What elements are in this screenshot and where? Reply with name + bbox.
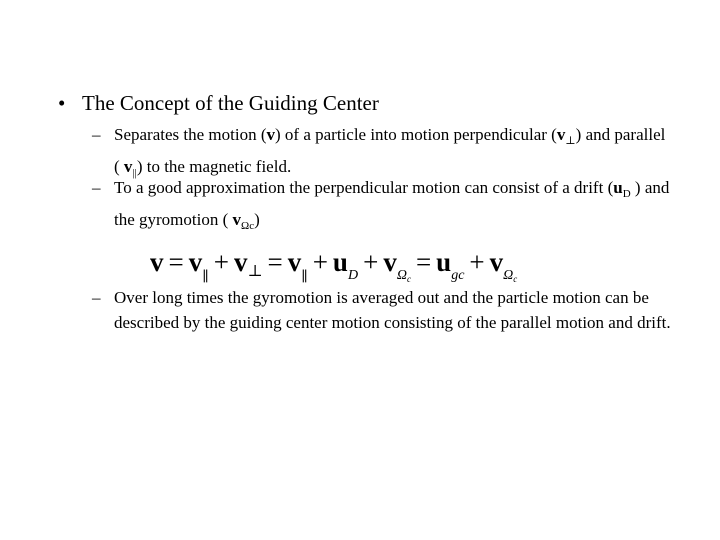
eq-plus: + bbox=[213, 247, 229, 277]
sub-bullet-text: Over long times the gyromotion is averaged out and the particle motion can be described by the guiding center motion consisting of the parallel motion and drift. bbox=[114, 288, 671, 332]
eq-v: v bbox=[287, 247, 302, 277]
bullet-icon: • bbox=[58, 91, 66, 115]
eq-plus: + bbox=[312, 247, 328, 277]
text-fragment: Separates the motion ( bbox=[114, 125, 267, 144]
eq-plus: + bbox=[363, 247, 379, 277]
eq-v: v bbox=[150, 247, 164, 277]
velocity-symbol: v bbox=[232, 210, 242, 229]
drift-subscript: D bbox=[622, 188, 631, 200]
eq-equals: = bbox=[267, 247, 283, 277]
perpendicular-subscript: ⊥ bbox=[565, 135, 576, 147]
eq-drift-sub: D bbox=[347, 268, 359, 283]
eq-v: v bbox=[383, 247, 397, 277]
sub-bullet-text bbox=[114, 175, 672, 239]
eq-parallel-sub: ∥ bbox=[202, 270, 209, 285]
text-fragment: To a good approximation the perpendicular motion can consist of a drift ( bbox=[114, 178, 614, 197]
eq-equals: = bbox=[415, 247, 432, 277]
eq-u: u bbox=[332, 247, 348, 277]
eq-omega-sub bbox=[397, 268, 411, 283]
gyro-subscript: Ωc bbox=[241, 220, 255, 232]
text-fragment: ) and parallel ( bbox=[114, 125, 666, 176]
eq-perp-sub: ⊥ bbox=[247, 263, 263, 280]
eq-omega-sub bbox=[503, 268, 517, 283]
text-fragment: ) of a particle into motion perpendicular ( bbox=[275, 125, 557, 144]
dash-icon: – bbox=[92, 288, 101, 307]
eq-v: v bbox=[233, 247, 248, 277]
eq-plus: + bbox=[469, 247, 485, 277]
slide-heading: The Concept of the Guiding Center bbox=[82, 91, 379, 115]
text-fragment: ) and the gyromotion ( bbox=[114, 178, 670, 229]
eq-u: u bbox=[436, 247, 452, 277]
eq-omega: Ω bbox=[396, 268, 407, 283]
text-fragment: ) to the magnetic field. bbox=[136, 157, 292, 176]
sub-bullet-long-times bbox=[92, 285, 672, 335]
drift-velocity-symbol: u bbox=[613, 178, 623, 197]
eq-v: v bbox=[489, 247, 504, 277]
eq-equals: = bbox=[168, 247, 184, 277]
text-fragment: ) bbox=[254, 210, 260, 229]
dash-icon: – bbox=[92, 125, 101, 144]
parallel-subscript: || bbox=[132, 167, 137, 179]
eq-gc-sub: gc bbox=[451, 268, 465, 283]
dash-icon: – bbox=[92, 178, 101, 197]
eq-omega: Ω bbox=[503, 268, 514, 283]
eq-c: c bbox=[513, 274, 518, 284]
eq-c: c bbox=[406, 274, 411, 284]
sub-bullet-approximation bbox=[92, 175, 672, 239]
main-bullet bbox=[58, 90, 379, 116]
velocity-symbol: v bbox=[123, 157, 133, 176]
velocity-symbol: v bbox=[556, 125, 566, 144]
eq-parallel-sub: ∥ bbox=[301, 270, 308, 285]
eq-v: v bbox=[188, 247, 203, 277]
velocity-symbol: v bbox=[266, 125, 275, 144]
